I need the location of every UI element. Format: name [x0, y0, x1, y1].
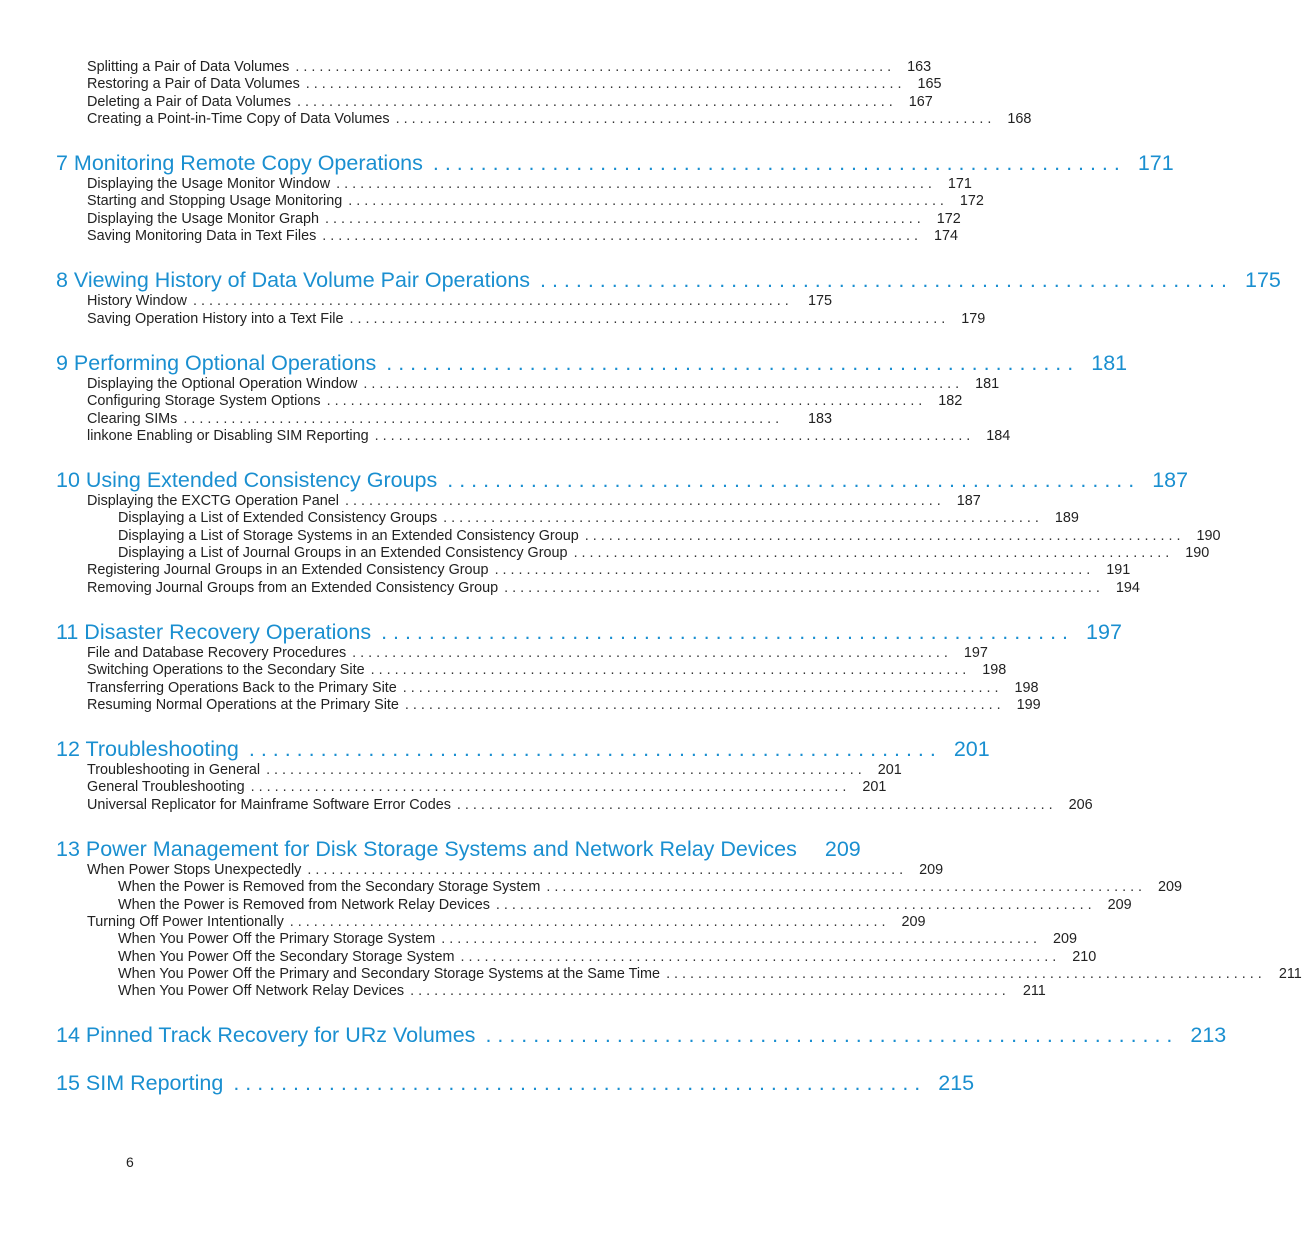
toc-entry[interactable]: [56, 679, 1039, 697]
toc-entry[interactable]: [56, 176, 972, 193]
table-of-contents: [56, 59, 1302, 1096]
entry-page-number: 194: [1115, 579, 1140, 596]
entry-page-number: 163: [907, 59, 932, 75]
dot-leader: . . . . . . . . . . . . . . . . . . . . . . . . . . . . . . . . . . . . . . . . . . . . . . . . . . . . . . . . . . . . . . . . . . . . . . . . . . .: [305, 76, 902, 93]
toc-entry[interactable]: [56, 228, 959, 245]
toc-entry[interactable]: [56, 375, 1000, 393]
dot-leader: . . . . . . . . . . . . . . . . . . . . . . . . . . . . . . . . . . . . . . . . . . . . . . . . . . . . . . . . . . . . . . . . . . . . . . . . . . .: [349, 310, 946, 327]
toc-entry[interactable]: [56, 762, 902, 779]
entry-page-number: 209: [919, 862, 944, 879]
entry-title: Displaying the EXCTG Operation Panel: [87, 493, 339, 510]
dot-leader: . . . . . . . . . . . . . . . . . . . . . . . . . . . . . . . . . . . . . . . . . . . . . . . . . . . . . . . . . .: [381, 619, 1069, 644]
toc-entry[interactable]: [56, 427, 1011, 445]
dot-leader: . . . . . . . . . . . . . . . . . . . . . . . . . . . . . . . . . . . . . . . . . . . . . . . . . . . . . . . . . . . . . . . . . . . . . . . . . . .: [504, 579, 1100, 596]
chapter-heading[interactable]: [56, 836, 861, 862]
dot-leader: . . . . . . . . . . . . . . . . . . . . . . . . . . . . . . . . . . . . . . . . . . . . . . . . . . . . . . . . . . . . . . . . . . . . . . . . . . .: [374, 427, 971, 444]
chapter-page-number: 187: [1152, 468, 1189, 493]
dot-leader: . . . . . . . . . . . . . . . . . . . . . . . . . . . . . . . . . . . . . . . . . . . . . . . . . . . . . . . . . . . . . . . . . . . . . . . . . . .: [495, 896, 1092, 913]
dot-leader: . . . . . . . . . . . . . . . . . . . . . . . . . . . . . . . . . . . . . . . . . . . . . . . . . . . . . . . . . .: [432, 151, 1120, 176]
entry-page-number: 209: [1053, 931, 1078, 948]
dot-leader: . . . . . . . . . . . . . . . . . . . . . . . . . . . . . . . . . . . . . . . . . . . . . . . . . . . . . . . . . . . . . . . . . . . . . . . . . . .: [344, 493, 941, 510]
entry-page-number: 191: [1106, 562, 1131, 579]
chapter-title: 8 Viewing History of Data Volume Pair Operations: [56, 268, 531, 293]
chapter-title: 9 Performing Optional Operations: [56, 350, 377, 375]
dot-leader: . . . . . . . . . . . . . . . . . . . . . . . . . . . . . . . . . . . . . . . . . . . . . . . . . . . . . . . . . . . . . . . . . . . . . . . . . . .: [266, 762, 862, 779]
entry-title: When You Power Off the Secondary Storage System: [118, 948, 455, 965]
entry-page-number: 198: [982, 662, 1007, 679]
entry-page-number: 181: [975, 375, 1000, 392]
dot-leader: . . . . . . . . . . . . . . . . . . . . . . . . . . . . . . . . . . . . . . . . . . . . . . . . . . . . . . . . . . . . . . . . . . . . . . . . . . .: [183, 410, 780, 427]
entry-title: Universal Replicator for Mainframe Software Error Codes: [87, 796, 451, 813]
entry-page-number: 209: [901, 913, 926, 930]
toc-entry[interactable]: [56, 76, 942, 93]
entry-title: When the Power is Removed from the Secondary Storage System: [118, 879, 541, 896]
chapter-title: 15 SIM Reporting: [56, 1071, 224, 1096]
chapter-page-number: 171: [1137, 151, 1174, 176]
entry-page-number: 190: [1196, 527, 1221, 544]
toc-entry[interactable]: [56, 579, 1140, 597]
dot-leader: . . . . . . . . . . . . . . . . . . . . . . . . . . . . . . . . . . . . . . . . . . . . . . . . . . . . . . . . . . . . . . . . . . . . . . . . . . .: [289, 913, 886, 930]
chapter-heading[interactable]: [56, 1070, 975, 1096]
entry-page-number: 209: [1158, 879, 1183, 896]
toc-entry[interactable]: [56, 696, 1041, 714]
dot-leader: . . . . . . . . . . . . . . . . . . . . . . . . . . . . . . . . . . . . . . . . . . . . . . . . . . . . . . . . . . . . . . . . . . . . . . . . . . .: [322, 228, 919, 245]
page-number: 6: [126, 1154, 134, 1170]
toc-subentry[interactable]: [56, 983, 1046, 1000]
dot-leader: . . . . . . . . . . . . . . . . . . . . . . . . . . . . . . . . . . . . . . . . . . . . . . . . . . . . . . . . . . . . . . . . . . . . . . . . . . .: [404, 696, 1001, 713]
toc-entry[interactable]: [56, 393, 963, 410]
toc-subentry[interactable]: [56, 879, 1183, 896]
dot-leader: . . . . . . . . . . . . . . . . . . . . . . . . . . . . . . . . . . . . . . . . . . . . . . . . . . . . . . . . . . . . . . . . . . . . . . . . . . .: [402, 679, 999, 696]
dot-leader: . . . . . . . . . . . . . . . . . . . . . . . . . . . . . . . . . . . . . . . . . . . . . . . . . . . . . . . . . . . . . . . . . . . . . . . . . . .: [324, 210, 921, 227]
chapter-heading[interactable]: [56, 467, 1189, 493]
entry-page-number: 201: [862, 779, 887, 796]
dot-leader: . . . . . . . . . . . . . . . . . . . . . . . . . . . . . . . . . . . . . . . . . . . . . . . . . . . . . . . . . . . . . . . . . . . . . . . . . . .: [441, 931, 1038, 948]
entry-page-number: 209: [1107, 896, 1132, 913]
chapter-page-number: 213: [1190, 1023, 1227, 1048]
entry-page-number: 171: [947, 176, 972, 193]
toc-entry[interactable]: [56, 796, 1093, 814]
entry-page-number: 183: [807, 410, 832, 427]
entry-title: Starting and Stopping Usage Monitoring: [87, 193, 343, 210]
entry-title: File and Database Recovery Procedures: [87, 644, 347, 661]
entry-title: Saving Monitoring Data in Text Files: [87, 228, 317, 245]
toc-subentry[interactable]: [56, 896, 1132, 914]
dot-leader: . . . . . . . . . . . . . . . . . . . . . . . . . . . . . . . . . . . . . . . . . . . . . . . . . . . . . . . . . . . . . . . . . . . . . . . . . . .: [456, 796, 1053, 813]
toc-entry[interactable]: [56, 59, 932, 76]
toc-entry[interactable]: [56, 779, 887, 796]
dot-leader: . . . . . . . . . . . . . . . . . . . . . . . . . . . . . . . . . . . . . . . . . . . . . . . . . . . . . . . . . . . . . . . . . . . . . . . . . . .: [296, 93, 893, 110]
toc-subentry[interactable]: [56, 545, 1210, 562]
chapter-title: 10 Using Extended Consistency Groups: [56, 468, 438, 493]
entry-title: Turning Off Power Intentionally: [87, 913, 284, 930]
chapter-title: 11 Disaster Recovery Operations: [56, 619, 372, 644]
entry-title: General Troubleshooting: [87, 779, 245, 796]
chapter-title: 14 Pinned Track Recovery for URz Volumes: [56, 1023, 476, 1048]
entry-page-number: 189: [1054, 510, 1079, 527]
entry-page-number: 190: [1185, 545, 1210, 562]
entry-title: Displaying the Usage Monitor Graph: [87, 210, 319, 227]
entry-title: When the Power is Removed from Network Relay Devices: [118, 896, 490, 913]
entry-title: Displaying a List of Journal Groups in an Extended Consistency Group: [118, 545, 568, 562]
entry-title: Splitting a Pair of Data Volumes: [87, 59, 290, 75]
entry-title: When Power Stops Unexpectedly: [87, 862, 302, 879]
dot-leader: . . . . . . . . . . . . . . . . . . . . . . . . . . . . . . . . . . . . . . . . . . . . . . . . . . . . . . . . . . . . . . . . . . . . . . . . . . .: [443, 510, 1039, 527]
entry-page-number: 172: [959, 193, 984, 210]
toc-entry[interactable]: [56, 310, 986, 328]
chapter-page-number: 181: [1091, 350, 1128, 375]
chapter-heading[interactable]: [56, 267, 1281, 293]
dot-leader: . . . . . . . . . . . . . . . . . . . . . . . . . . . . . . . . . . . . . . . . . . . . . . . . . . . . . . . . . . . . . . . . . . . . . . . . . . .: [336, 176, 932, 193]
entry-page-number: 198: [1014, 679, 1039, 696]
toc-entry[interactable]: [56, 644, 988, 662]
dot-leader: . . . . . . . . . . . . . . . . . . . . . . . . . . . . . . . . . . . . . . . . . . . . . . . . . . . . . . . . . . . . . . . . . . . . . . . . . . .: [363, 375, 960, 392]
entry-title: Displaying the Usage Monitor Window: [87, 176, 331, 193]
entry-title: When You Power Off the Primary Storage System: [118, 931, 436, 948]
entry-page-number: 182: [938, 393, 963, 410]
entry-title: Configuring Storage System Options: [87, 393, 321, 410]
dot-leader: . . . . . . . . . . . . . . . . . . . . . . . . . . . . . . . . . . . . . . . . . . . . . . . . . . . . . . . . . .: [447, 468, 1135, 493]
chapter-page-number: 197: [1086, 619, 1122, 644]
toc-entry[interactable]: [56, 210, 961, 228]
entry-page-number: 184: [986, 427, 1011, 444]
entry-page-number: 172: [936, 210, 961, 227]
chapter-heading[interactable]: [56, 1022, 1227, 1048]
entry-page-number: 187: [956, 493, 981, 510]
dot-leader: . . . . . . . . . . . . . . . . . . . . . . . . . . . . . . . . . . . . . . . . . . . . . . . . . . . . . . . . . . . . . . . . . . . . . . . . . . .: [352, 644, 948, 661]
chapter-heading[interactable]: [56, 150, 1174, 176]
entry-title: Transferring Operations Back to the Primary Site: [87, 679, 397, 696]
entry-page-number: 197: [963, 644, 988, 661]
entry-title: Deleting a Pair of Data Volumes: [87, 93, 291, 110]
toc-entry[interactable]: [56, 293, 832, 310]
dot-leader: . . . . . . . . . . . . . . . . . . . . . . . . . . . . . . . . . . . . . . . . . . . . . . . . . . . . . . . . . .: [233, 1071, 921, 1096]
toc-entry[interactable]: [56, 110, 1032, 128]
entry-title: When You Power Off the Primary and Secondary Storage Systems at the Same Time: [118, 965, 661, 982]
entry-page-number: 175: [807, 293, 832, 310]
entry-title: Creating a Point-in-Time Copy of Data Volumes: [87, 110, 390, 127]
toc-entry[interactable]: [56, 93, 933, 111]
entry-page-number: 168: [1007, 110, 1032, 127]
chapter-page-number: 215: [938, 1071, 975, 1096]
toc-subentry[interactable]: [56, 965, 1302, 983]
chapter-heading[interactable]: [56, 736, 990, 762]
entry-title: Displaying the Optional Operation Window: [87, 375, 358, 392]
chapter-title: 13 Power Management for Disk Storage Systems and Network Relay Devices: [56, 837, 797, 862]
entry-page-number: 167: [908, 93, 933, 110]
entry-page-number: 179: [961, 310, 986, 327]
entry-title: Registering Journal Groups in an Extended Consistency Group: [87, 562, 489, 579]
dot-leader: . . . . . . . . . . . . . . . . . . . . . . . . . . . . . . . . . . . . . . . . . . . . . . . . . . . . . . . . . . . . . . . . . . . . . . . . . . .: [546, 879, 1143, 896]
entry-title: Troubleshooting in General: [87, 762, 261, 779]
toc-subentry[interactable]: [56, 948, 1097, 966]
entry-page-number: 210: [1072, 948, 1097, 965]
dot-leader: . . . . . . . . . . . . . . . . . . . . . . . . . . . . . . . . . . . . . . . . . . . . . . . . . . . . . . . . . . . . . . . . . . . . . . . . . . .: [666, 965, 1262, 982]
chapter-heading[interactable]: [56, 350, 1128, 376]
entry-page-number: 174: [934, 228, 959, 245]
chapter-page-number: 209: [824, 837, 861, 862]
chapter-page-number: 201: [953, 737, 990, 762]
dot-leader: . . . . . . . . . . . . . . . . . . . . . . . . . . . . . . . . . . . . . . . . . . . . . . . . . . . . . . . . . .: [540, 268, 1227, 293]
entry-title: Restoring a Pair of Data Volumes: [87, 76, 300, 93]
entry-title: Switching Operations to the Secondary Site: [87, 662, 365, 679]
chapter-title: 7 Monitoring Remote Copy Operations: [56, 151, 423, 176]
dot-leader: . . . . . . . . . . . . . . . . . . . . . . . . . . . . . . . . . . . . . . . . . . . . . . . . . . . . . . . . . . . . . . . . . . . . . . . . . . .: [295, 59, 892, 75]
toc-entry[interactable]: [56, 193, 984, 210]
toc-subentry[interactable]: [56, 527, 1221, 545]
entry-title: linkone Enabling or Disabling SIM Reporting: [87, 427, 369, 444]
entry-page-number: 199: [1016, 696, 1041, 713]
chapter-page-number: 175: [1244, 268, 1281, 293]
chapter-heading[interactable]: [56, 619, 1122, 645]
entry-title: Saving Operation History into a Text File: [87, 310, 344, 327]
toc-entry[interactable]: [56, 411, 832, 428]
entry-page-number: 201: [877, 762, 902, 779]
dot-leader: . . . . . . . . . . . . . . . . . . . . . . . . . . . . . . . . . . . . . . . . . . . . . . . . . . . . . . . . . . . . . . . . . . . . . . . . . . .: [250, 779, 847, 796]
dot-leader: . . . . . . . . . . . . . . . . . . . . . . . . . . . . . . . . . . . . . . . . . . . . . . . . . . . . . . . . . . . . . . . . . . . . . . . . . . .: [370, 662, 967, 679]
entry-title: Displaying a List of Storage Systems in an Extended Consistency Group: [118, 527, 579, 544]
dot-leader: . . . . . . . . . . . . . . . . . . . . . . . . . . . . . . . . . . . . . . . . . . . . . . . . . . . . . . . . . . . . . . . . . . . . . . . . . . .: [192, 293, 789, 310]
toc-entry[interactable]: [56, 913, 926, 931]
entry-page-number: 211: [1022, 983, 1046, 1000]
entry-title: Removing Journal Groups from an Extended Consistency Group: [87, 579, 499, 596]
toc-entry[interactable]: [56, 662, 1007, 679]
entry-title: Clearing SIMs: [87, 410, 178, 427]
dot-leader: . . . . . . . . . . . . . . . . . . . . . . . . . . . . . . . . . . . . . . . . . . . . . . . . . . . . . . . . . . . . . . . . . . . . . . . . . . .: [494, 562, 1091, 579]
toc-entry[interactable]: [56, 862, 944, 879]
dot-leader: . . . . . . . . . . . . . . . . . . . . . . . . . . . . . . . . . . . . . . . . . . . . . . . . . . . . . . . . . .: [485, 1023, 1173, 1048]
chapter-title: 12 Troubleshooting: [56, 737, 239, 762]
toc-entry[interactable]: [56, 493, 981, 510]
dot-leader: . . . . . . . . . . . . . . . . . . . . . . . . . . . . . . . . . . . . . . . . . . . . . . . . . . . . . . . . . . . . . . . . . . . . . . . . . . .: [573, 545, 1170, 562]
entry-page-number: 206: [1068, 796, 1093, 813]
entry-page-number: 165: [917, 76, 942, 93]
dot-leader: . . . . . . . . . . . . . . . . . . . . . . . . . . . . . . . . . . . . . . . . . . . . . . . . . . . . . . . . . . . . . . . . . . . . . . . . . . .: [326, 393, 923, 410]
dot-leader: . . . . . . . . . . . . . . . . . . . . . . . . . . . . . . . . . . . . . . . . . . . . . . . . . . . . . . . . . . . . . . . . . . . . . . . . . . .: [348, 193, 944, 210]
dot-leader: . . . . . . . . . . . . . . . . . . . . . . . . . . . . . . . . . . . . . . . . . . . . . . . . . . . . . . . . . . . . . . . . . . . . . . . . . . .: [395, 110, 992, 127]
dot-leader: . . . . . . . . . . . . . . . . . . . . . . . . . . . . . . . . . . . . . . . . . . . . . . . . . . . . . . . . . . . . . . . . . . . . . . . . . . .: [584, 527, 1181, 544]
toc-subentry[interactable]: [56, 931, 1078, 948]
entry-title: When You Power Off Network Relay Devices: [118, 983, 405, 1000]
dot-leader: . . . . . . . . . . . . . . . . . . . . . . . . . . . . . . . . . . . . . . . . . . . . . . . . . . . . . . . . . .: [248, 737, 936, 762]
toc-subentry[interactable]: [56, 510, 1079, 527]
entry-title: History Window: [87, 293, 187, 310]
dot-leader: . . . . . . . . . . . . . . . . . . . . . . . . . . . . . . . . . . . . . . . . . . . . . . . . . . . . . . . . . . . . . . . . . . . . . . . . . . .: [410, 983, 1006, 1000]
dot-leader: . . . . . . . . . . . . . . . . . . . . . . . . . . . . . . . . . . . . . . . . . . . . . . . . . . . . . . . . . . . . . . . . . . . . . . . . . . .: [460, 948, 1057, 965]
entry-page-number: 211: [1278, 965, 1302, 982]
toc-entry[interactable]: [56, 562, 1131, 579]
dot-leader: . . . . . . . . . . . . . . . . . . . . . . . . . . . . . . . . . . . . . . . . . . . . . . . . . . . . . . . . . .: [386, 350, 1074, 375]
entry-title: Displaying a List of Extended Consistency Groups: [118, 510, 438, 527]
entry-title: Resuming Normal Operations at the Primary Site: [87, 696, 399, 713]
dot-leader: . . . . . . . . . . . . . . . . . . . . . . . . . . . . . . . . . . . . . . . . . . . . . . . . . . . . . . . . . . . . . . . . . . . . . . . . . . .: [307, 862, 904, 879]
